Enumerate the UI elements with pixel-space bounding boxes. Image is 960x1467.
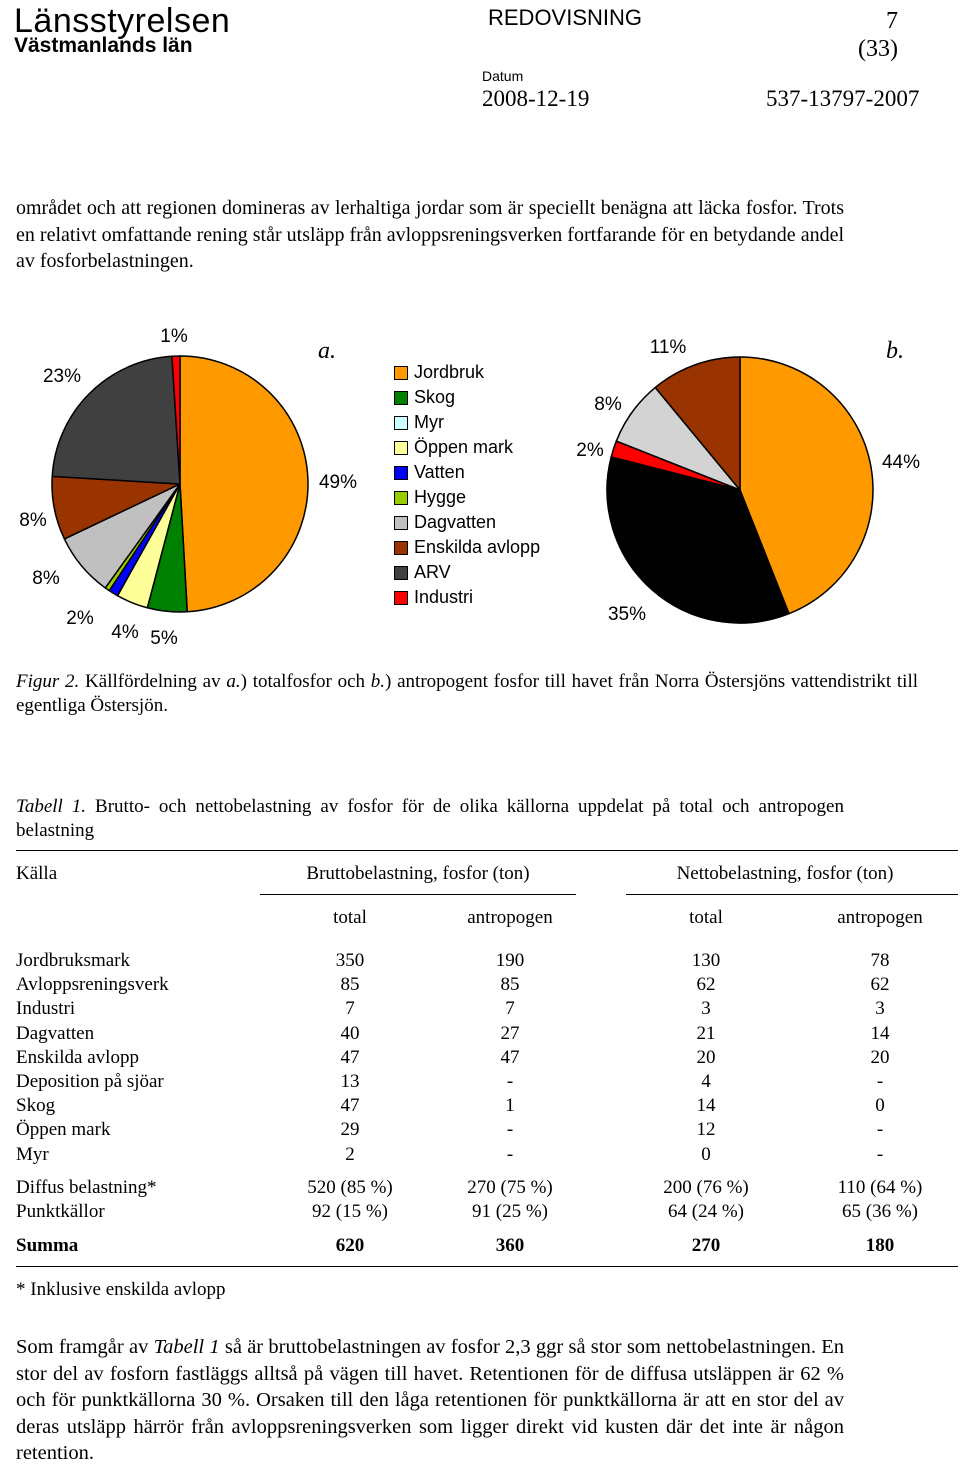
legend-label: Dagvatten [414, 512, 497, 532]
table-cell: 27 [500, 1022, 520, 1044]
table-cell: 3 [701, 998, 711, 1020]
table-cell: 270 (75 %) [467, 1177, 553, 1198]
pie-chart-b [576, 337, 920, 625]
table-cell: 13 [340, 1071, 360, 1092]
legend-item [394, 385, 540, 410]
legend-swatch [394, 416, 408, 430]
table-cell: 62 [696, 974, 716, 996]
table-cell: - [876, 1071, 884, 1092]
figure-caption-mid: ) totalfosfor och [240, 671, 371, 692]
table-cell: 47 [340, 1046, 360, 1068]
legend-swatch [394, 516, 408, 530]
table-cell: 62 [870, 974, 890, 996]
pie-data-label: 44% [881, 452, 921, 473]
document-number: 537-13797-2007 [766, 86, 920, 111]
legend-swatch [394, 591, 408, 605]
pie-data-label: 1% [160, 326, 188, 347]
table-cell: 47 [500, 1046, 520, 1068]
table-cell: 270 [691, 1235, 721, 1256]
closing-table-ref: Tabell 1 [153, 1336, 220, 1358]
table-cell: 3 [875, 998, 885, 1020]
pie-data-label: 8% [19, 510, 47, 531]
table-cell: 0 [701, 1143, 711, 1165]
figure-caption-a: a. [226, 671, 241, 692]
legend-label: Hygge [414, 487, 467, 507]
table-cell: 360 [495, 1235, 525, 1256]
legend-swatch [394, 491, 408, 505]
table-cell: 190 [495, 950, 525, 971]
table-caption-label: Tabell 1. [16, 796, 87, 817]
table-cell: 110 (64 %) [837, 1177, 923, 1198]
intro-paragraph: området och att regionen domineras av lerhaltiga jordar som är speciellt benägna att läcka fosfor. Trots en relativt omfattande rening står utsläpp från avloppsreningsverken fortfarande för en betydande andel av fosforbelastningen. [16, 197, 844, 272]
legend-label: ARV [414, 562, 451, 582]
legend-swatch [394, 566, 408, 580]
table-cell: 14 [696, 1095, 716, 1117]
table-cell: 4 [701, 1071, 711, 1092]
table-cell: 2 [345, 1143, 355, 1165]
table-cell: 1 [505, 1095, 515, 1117]
subheader-gross-anthro: antropogen [467, 907, 553, 928]
legend-item [394, 360, 540, 385]
org-logo-subtitle: Västmanlands län [14, 34, 193, 57]
table-cell: - [506, 1119, 514, 1141]
legend-item [394, 535, 540, 560]
phosphorus-table [16, 850, 958, 1270]
table-top-rule [16, 850, 958, 851]
pie-data-label: 4% [111, 622, 139, 643]
table-caption [16, 795, 844, 843]
table-bottom-rule [16, 1266, 958, 1267]
table-cell: - [876, 1143, 884, 1165]
table-cell: 200 (76 %) [663, 1177, 749, 1198]
table-cell: 7 [505, 998, 515, 1020]
page-number: 7 [886, 8, 898, 34]
table-cell: 78 [870, 950, 890, 971]
table-cell: 65 (36 %) [842, 1201, 918, 1223]
header-gross: Bruttobelastning, fosfor (ton) [306, 863, 530, 884]
pie-data-label: 2% [66, 608, 94, 629]
pie-data-label: 23% [42, 366, 82, 387]
legend-item [394, 435, 540, 460]
legend-swatch [394, 441, 408, 455]
table-cell: 21 [696, 1022, 716, 1044]
table-cell: 14 [870, 1022, 890, 1044]
date-value: 2008-12-19 [482, 86, 590, 111]
figure-caption-label: Figur 2. [16, 671, 80, 692]
table-cell: 0 [875, 1095, 885, 1117]
closing-text-2: så är bruttobelastningen av fosfor 2,3 ggr så stor som nettobelastningen. En stor del av fosforn fastläggs alltså på vägen till havet. Retentionen för de diffusa utsläppen är 62 % och för punktkällorna 30 %. Orsaken till den låga retentionen för punktkällorna är att en stor del av deras utsläpp härrör från avloppsreningsverken som ligger direkt vid kusten där det inte är någon retention. [16, 1336, 844, 1464]
net-underline [626, 894, 958, 895]
table-cell: 85 [340, 974, 360, 996]
header-source: Källa [16, 863, 58, 884]
table-row-label: Diffus belastning* [16, 1177, 157, 1198]
legend-item [394, 585, 540, 610]
legend-label: Myr [414, 412, 444, 432]
header-net: Nettobelastning, fosfor (ton) [676, 863, 894, 884]
table-cell: 12 [696, 1119, 716, 1141]
pie-data-label: 11% [649, 337, 687, 358]
pie-data-label: 35% [607, 604, 647, 625]
legend-label: Öppen mark [414, 437, 514, 457]
table-row-label: Dagvatten [16, 1022, 95, 1044]
pie-slice-jordbruk [180, 356, 308, 612]
table-caption-text: Brutto- och nettobelastning av fosfor för de olika källorna uppdelat på total och antropogen belastning [16, 796, 844, 841]
table-cell: 20 [696, 1046, 716, 1068]
legend-label: Jordbruk [414, 362, 485, 382]
table-row-label: Avloppsreningsverk [16, 974, 169, 996]
pie-data-label: 2% [576, 440, 604, 461]
table-cell: 92 (15 %) [312, 1201, 388, 1223]
subheader-net-anthro: antropogen [837, 907, 923, 928]
table-row-label: Deposition på sjöar [16, 1071, 164, 1092]
legend-item [394, 460, 540, 485]
pie-data-label: 8% [32, 568, 60, 589]
table-row-label: Myr [16, 1143, 49, 1165]
gross-underline [260, 894, 576, 895]
table-row-label: Summa [16, 1235, 79, 1256]
table-footnote: * Inklusive enskilda avlopp [16, 1279, 226, 1300]
pie-b-label: b. [886, 338, 904, 364]
page-total: (33) [858, 36, 898, 62]
table-cell: 130 [691, 950, 721, 971]
table-cell: 64 (24 %) [668, 1201, 744, 1223]
legend-label: Industri [414, 587, 474, 607]
table-cell: - [506, 1143, 514, 1165]
legend-swatch [394, 541, 408, 555]
legend-swatch [394, 466, 408, 480]
legend-label: Vatten [414, 462, 465, 482]
table-cell: 40 [340, 1022, 360, 1044]
org-logo-name: Länsstyrelsen [14, 2, 231, 40]
pie-data-label: 8% [594, 394, 622, 415]
table-cell: 85 [500, 974, 520, 996]
table-row-label: Skog [16, 1095, 56, 1117]
closing-text-1: Som framgår av [16, 1336, 154, 1358]
legend-item [394, 485, 540, 510]
table-cell: 91 (25 %) [472, 1201, 548, 1223]
figure-caption-end: ) antropogent fosfor till havet från Norra Östersjöns vattendistrikt till egentliga Östersjön. [16, 671, 919, 716]
date-label: Datum [482, 68, 524, 84]
figure-caption-b: b. [370, 671, 386, 692]
pie-data-label: 49% [318, 472, 358, 493]
table-cell: - [876, 1119, 884, 1141]
legend-item [394, 510, 540, 535]
figure-caption-text: Källfördelning av [79, 671, 227, 692]
legend-swatch [394, 391, 408, 405]
chart-legend [394, 360, 540, 610]
table-cell: 180 [865, 1235, 895, 1256]
table-row-label: Enskilda avlopp [16, 1046, 139, 1068]
table-row-label: Jordbruksmark [16, 950, 130, 971]
table-cell: 20 [870, 1046, 890, 1068]
legend-label: Skog [414, 387, 456, 407]
legend-swatch [394, 366, 408, 380]
figure-caption [16, 670, 918, 718]
document-type: REDOVISNING [488, 5, 643, 30]
legend-label: Enskilda avlopp [414, 537, 541, 557]
table-cell: 620 [335, 1235, 365, 1256]
pie-chart-a [19, 326, 357, 649]
subheader-net-total: total [689, 907, 723, 928]
legend-item [394, 410, 540, 435]
table-cell: 350 [335, 950, 365, 971]
table-row-label: Punktkällor [16, 1201, 105, 1223]
subheader-gross-total: total [333, 907, 367, 928]
table-cell: 520 (85 %) [307, 1177, 393, 1198]
pie-a-label: a. [318, 338, 336, 364]
pie-data-label: 5% [150, 628, 178, 649]
table-row-label: Industri [16, 998, 76, 1020]
legend-item [394, 560, 540, 585]
table-cell: 47 [340, 1095, 360, 1117]
table-cell: - [506, 1071, 514, 1092]
table-cell: 29 [340, 1119, 360, 1141]
table-cell: 7 [345, 998, 355, 1020]
closing-paragraph [16, 1334, 844, 1467]
table-row-label: Öppen mark [16, 1119, 111, 1141]
